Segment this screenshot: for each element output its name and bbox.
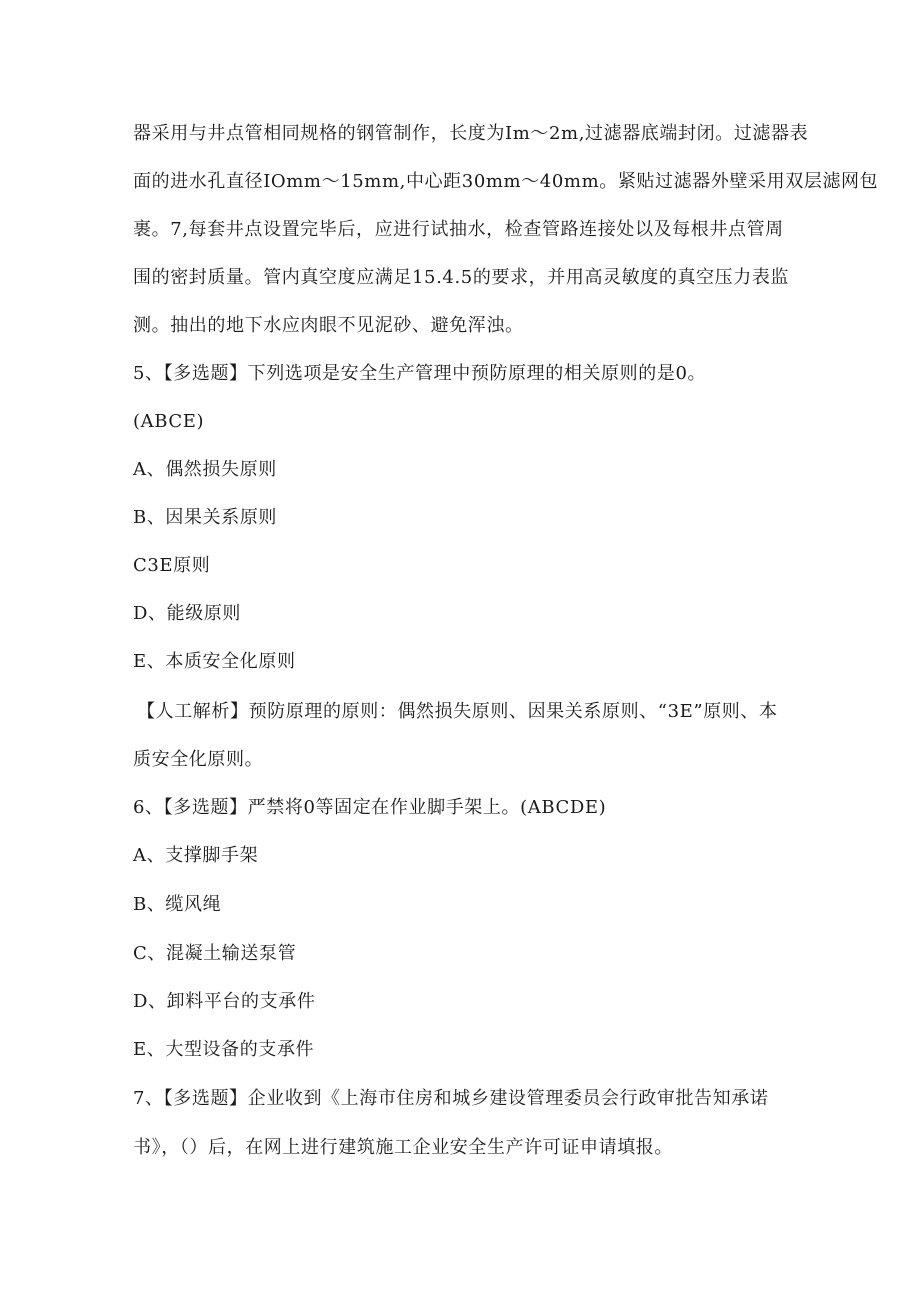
question-7-text-line-1: 7、【多选题】企业收到《上海市住房和城乡建设管理委员会行政审批告知承诺 (133, 1088, 769, 1109)
question-5-option-b: B、因果关系原则 (133, 507, 278, 528)
question-6-option-b: B、缆风绳 (133, 894, 222, 915)
continuation-line-4: 围的密封质量。管内真空度应满足15.4.5的要求，并用高灵敏度的真空压力表监 (133, 267, 790, 288)
question-5-option-a: A、偶然损失原则 (133, 459, 277, 480)
question-5-option-d: D、能级原则 (133, 603, 242, 624)
question-6-option-e: E、大型设备的支承件 (133, 1039, 315, 1060)
question-6-option-d: D、卸料平台的支承件 (133, 991, 316, 1012)
question-5-analysis-line-2: 质安全化原则。 (133, 749, 264, 770)
continuation-line-1: 器采用与井点管相同规格的钢管制作，长度为Im～2m,过滤器底端封闭。过滤器表 (133, 123, 809, 144)
question-5-answer: (ABCE) (133, 411, 205, 432)
question-5-option-e: E、本质安全化原则 (133, 651, 296, 672)
continuation-line-5: 测。抽出的地下水应肉眼不见泥砂、避免浑浊。 (133, 315, 524, 336)
question-5-text: 5、【多选题】下列选项是安全生产管理中预防原理的相关原则的是0。 (133, 363, 707, 384)
question-7-text-line-2: 书》，（）后，在网上进行建筑施工企业安全生产许可证申请填报。 (133, 1137, 673, 1158)
question-5-option-c: C3E原则 (133, 555, 211, 576)
continuation-line-2: 面的进水孔直径IOmm～15mm,中心距30mm～40mm。紧贴过滤器外壁采用双层滤网包 (133, 171, 879, 192)
question-6-option-c: C、混凝土输送泵管 (133, 943, 297, 964)
question-6-text: 6、【多选题】严禁将0等固定在作业脚手架上。(ABCDE) (133, 797, 607, 818)
question-6-option-a: A、支撑脚手架 (133, 845, 259, 866)
question-5-analysis-line-1: 【人工解析】预防原理的原则：偶然损失原则、因果关系原则、“3E”原则、本 (137, 701, 778, 722)
continuation-line-3: 裹。7,每套井点设置完毕后，应进行试抽水，检查管路连接处以及每根井点管周 (133, 219, 784, 240)
